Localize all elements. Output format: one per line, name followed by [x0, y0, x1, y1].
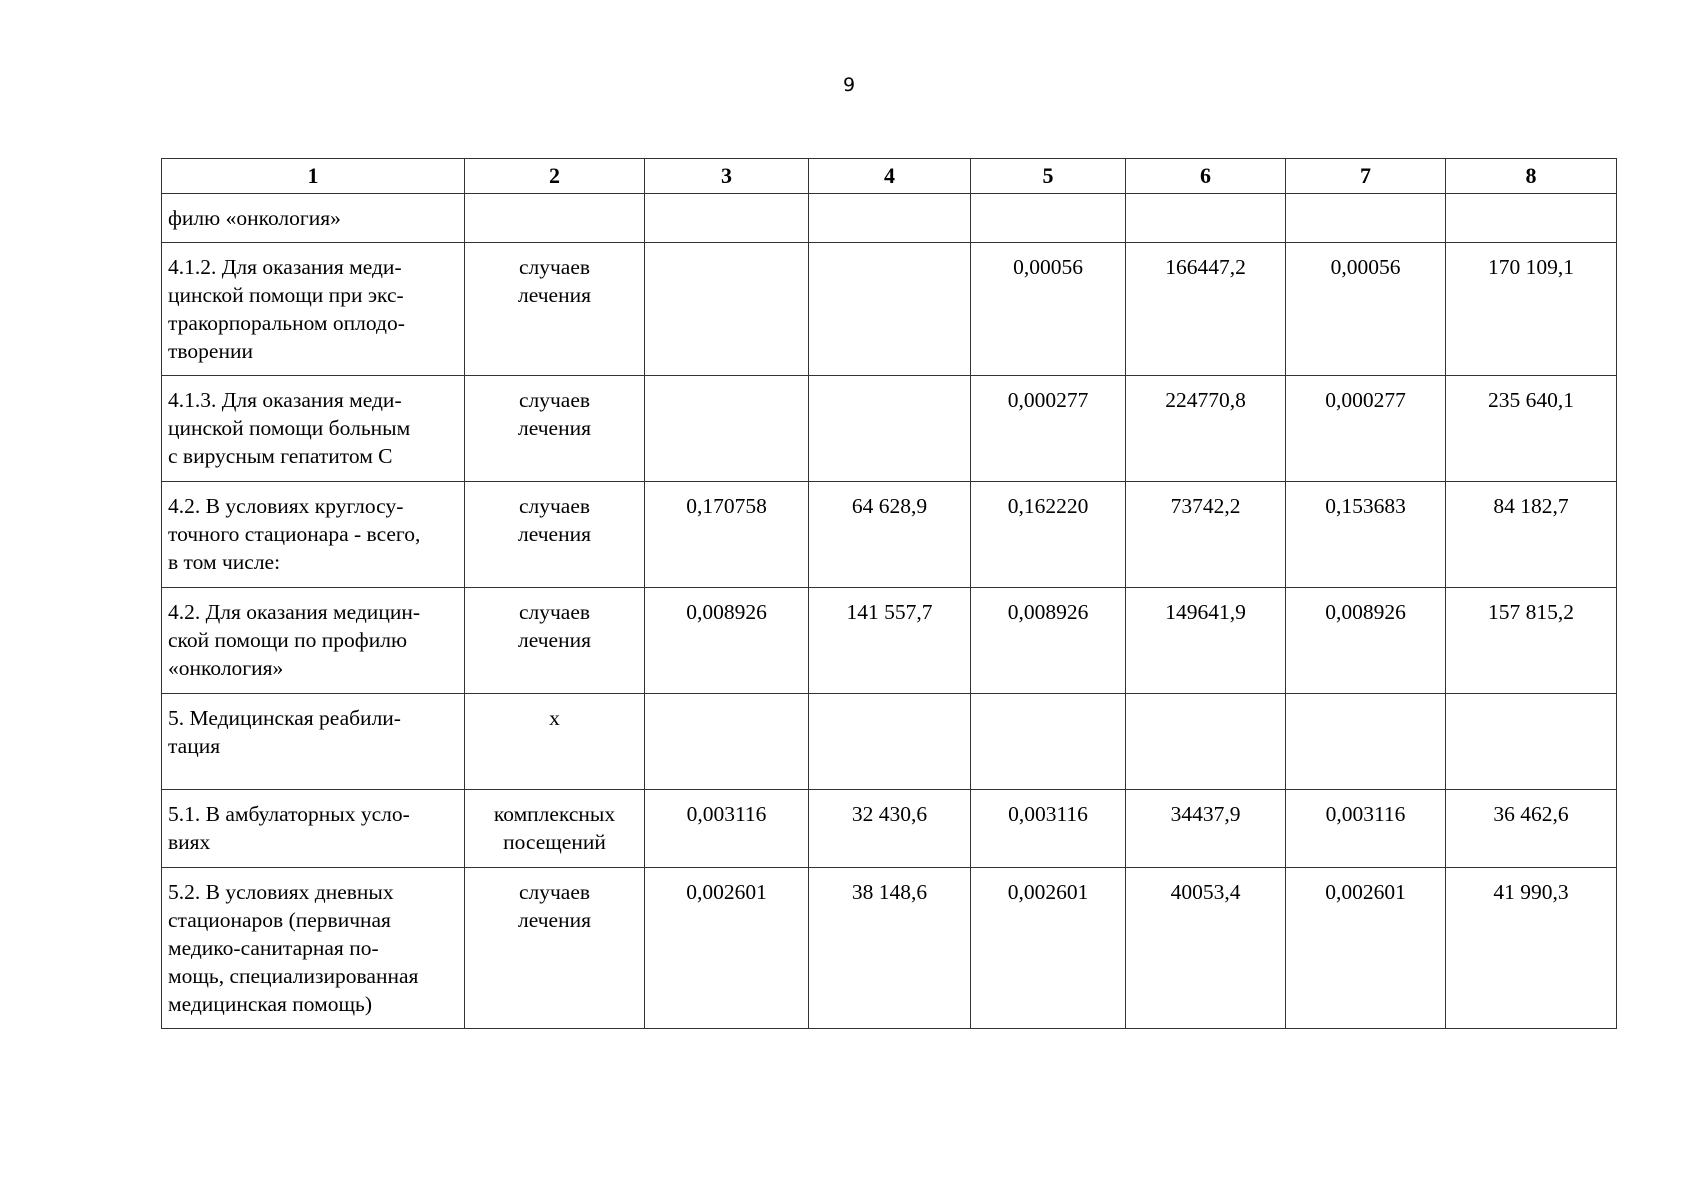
value-text: 0,003116 — [1008, 802, 1088, 826]
value-cell-c6 — [1126, 194, 1286, 243]
value-text — [1446, 194, 1616, 210]
value-cell-c5 — [971, 588, 1126, 694]
value-cell-c5 — [971, 194, 1126, 243]
value-text — [809, 194, 970, 210]
indicator-name-line: тракорпоральном оплодо- — [168, 311, 405, 335]
value-text: 41 990,3 — [1493, 880, 1569, 904]
value-text — [1286, 194, 1445, 210]
indicator-name-line: 5.2. В условиях дневных — [168, 880, 394, 904]
value-cell-c6 — [1126, 376, 1286, 482]
value-text — [1126, 194, 1285, 210]
indicator-name-cell — [162, 376, 465, 482]
value-cell-c4 — [809, 376, 971, 482]
value-cell-c7 — [1286, 482, 1446, 588]
value-text: 0,002601 — [1325, 880, 1406, 904]
value-text: 224770,8 — [1165, 388, 1246, 412]
value-text: 166447,2 — [1165, 255, 1246, 279]
unit-cell — [465, 482, 645, 588]
value-text — [645, 194, 808, 210]
value-cell-c6 — [1126, 694, 1286, 790]
page-number: 9 — [842, 74, 856, 96]
value-text — [809, 694, 970, 710]
value-cell-c8 — [1446, 694, 1617, 790]
value-text: 32 430,6 — [851, 802, 928, 826]
value-text: 0,170758 — [686, 494, 767, 518]
value-cell-c8 — [1446, 243, 1617, 376]
indicator-name-cell — [162, 790, 465, 868]
unit-line: лечения — [518, 628, 591, 652]
value-cell-c6 — [1126, 868, 1286, 1029]
value-cell-c4 — [809, 694, 971, 790]
value-cell-c7 — [1286, 194, 1446, 243]
indicator-name-line: 5. Медицинская реабили- — [168, 706, 401, 730]
unit-line: лечения — [518, 908, 591, 932]
value-text — [809, 243, 970, 259]
value-cell-c7 — [1286, 790, 1446, 868]
value-text: 0,153683 — [1325, 494, 1406, 518]
value-cell-c3 — [645, 194, 809, 243]
value-cell-c6 — [1126, 588, 1286, 694]
value-text — [809, 376, 970, 392]
value-cell-c4 — [809, 243, 971, 376]
value-text: 0,00056 — [1013, 255, 1083, 279]
indicator-name-line: с вирусным гепатитом С — [168, 444, 393, 468]
value-text: 0,000277 — [1325, 388, 1406, 412]
value-cell-c4 — [809, 790, 971, 868]
value-cell-c8 — [1446, 790, 1617, 868]
indicator-name-line: точного стационара - всего, — [168, 522, 421, 546]
table-row — [162, 588, 1617, 694]
unit-line: посещений — [503, 830, 606, 854]
value-cell-c5 — [971, 694, 1126, 790]
unit-line: лечения — [518, 416, 591, 440]
unit-cell — [465, 790, 645, 868]
value-text: 0,008926 — [1325, 600, 1406, 624]
indicator-name-line: медико-санитарная по- — [168, 936, 379, 960]
value-text — [645, 694, 808, 710]
value-cell-c7 — [1286, 376, 1446, 482]
value-cell-c8 — [1446, 868, 1617, 1029]
value-cell-c5 — [971, 790, 1126, 868]
value-text: 38 148,6 — [851, 880, 928, 904]
value-text: 0,000277 — [1007, 388, 1089, 412]
unit-line: х — [549, 706, 560, 730]
value-text: 0,002601 — [686, 880, 767, 904]
value-text: 0,00056 — [1330, 255, 1401, 279]
indicator-name-line: ской помощи по профилю — [168, 628, 408, 652]
value-cell-c8 — [1446, 482, 1617, 588]
value-cell-c6 — [1126, 790, 1286, 868]
table-row — [162, 790, 1617, 868]
value-text: 157 815,2 — [1488, 600, 1574, 624]
value-text: 64 628,9 — [851, 494, 928, 518]
column-header: 1 — [162, 159, 465, 194]
value-cell-c3 — [645, 243, 809, 376]
indicator-name-line: 4.2. В условиях круглосу- — [168, 494, 404, 518]
indicator-name-cell — [162, 588, 465, 694]
value-cell-c4 — [809, 482, 971, 588]
indicator-name-line: тация — [168, 734, 221, 758]
value-text — [1446, 694, 1616, 710]
value-text: 34437,9 — [1170, 802, 1241, 826]
value-text: 0,003116 — [686, 802, 767, 826]
column-header: 3 — [645, 159, 809, 194]
value-text: 141 557,7 — [846, 600, 933, 624]
value-text: 36 462,6 — [1493, 802, 1569, 826]
unit-cell — [465, 243, 645, 376]
data-table — [161, 158, 1617, 1029]
value-cell-c6 — [1126, 482, 1286, 588]
indicator-name-line: стационаров (первичная — [168, 908, 391, 932]
table-row — [162, 194, 1617, 243]
indicator-name-cell — [162, 482, 465, 588]
value-cell-c3 — [645, 588, 809, 694]
unit-cell — [465, 868, 645, 1029]
column-header: 6 — [1126, 159, 1286, 194]
value-cell-c4 — [809, 868, 971, 1029]
value-cell-c3 — [645, 868, 809, 1029]
value-cell-c3 — [645, 694, 809, 790]
indicator-name-cell — [162, 868, 465, 1029]
value-text — [1126, 694, 1285, 710]
indicator-name-cell — [162, 194, 465, 243]
header-row — [162, 159, 1617, 194]
value-cell-c6 — [1126, 243, 1286, 376]
value-cell-c5 — [971, 243, 1126, 376]
unit-line: случаев — [518, 388, 591, 412]
indicator-name-line: творении — [168, 339, 253, 363]
value-cell-c5 — [971, 868, 1126, 1029]
value-text: 0,003116 — [1325, 802, 1406, 826]
value-cell-c8 — [1446, 588, 1617, 694]
table-row — [162, 868, 1617, 1029]
value-cell-c7 — [1286, 694, 1446, 790]
value-cell-c8 — [1446, 376, 1617, 482]
value-cell-c5 — [971, 376, 1126, 482]
value-text: 170 109,1 — [1488, 255, 1574, 279]
indicator-name-cell — [162, 694, 465, 790]
unit-line: случаев — [518, 255, 591, 279]
value-text — [971, 694, 1125, 710]
value-text: 84 182,7 — [1493, 494, 1569, 518]
value-cell-c3 — [645, 790, 809, 868]
value-text: 0,008926 — [686, 600, 767, 624]
indicator-name-line: 5.1. В амбулаторных усло- — [168, 802, 410, 826]
unit-line: лечения — [518, 522, 591, 546]
indicator-name-line: филю «онкология» — [168, 206, 341, 230]
unit-line: случаев — [518, 600, 591, 624]
value-text: 0,002601 — [1007, 880, 1089, 904]
column-header: 2 — [465, 159, 645, 194]
indicator-name-line: медицинская помощь) — [168, 992, 373, 1016]
column-header: 4 — [809, 159, 971, 194]
unit-line: комплексных — [493, 802, 616, 826]
value-text: 235 640,1 — [1488, 388, 1574, 412]
indicator-name-line: «онкология» — [168, 656, 284, 680]
value-text: 73742,2 — [1170, 494, 1241, 518]
indicator-name-line: цинской помощи больным — [168, 416, 411, 440]
table-row — [162, 482, 1617, 588]
value-cell-c3 — [645, 482, 809, 588]
value-text — [645, 243, 808, 259]
column-header: 5 — [971, 159, 1126, 194]
table-row — [162, 694, 1617, 790]
indicator-name-line: 4.1.3. Для оказания меди- — [168, 388, 402, 412]
unit-line: случаев — [518, 494, 591, 518]
indicator-name-line: цинской помощи при экс- — [168, 283, 404, 307]
value-text — [971, 194, 1125, 210]
indicator-name-line: 4.2. Для оказания медицин- — [168, 600, 420, 624]
value-cell-c3 — [645, 376, 809, 482]
value-cell-c4 — [809, 588, 971, 694]
table-row — [162, 243, 1617, 376]
column-header: 7 — [1286, 159, 1446, 194]
column-header: 8 — [1446, 159, 1617, 194]
indicator-name-line: в том числе: — [168, 550, 281, 574]
value-text: 0,162220 — [1007, 494, 1089, 518]
value-text — [1286, 694, 1445, 710]
value-cell-c8 — [1446, 194, 1617, 243]
value-cell-c4 — [809, 194, 971, 243]
indicator-name-line: 4.1.2. Для оказания меди- — [168, 255, 402, 279]
table-row — [162, 376, 1617, 482]
unit-line: случаев — [518, 880, 591, 904]
unit-cell — [465, 194, 645, 243]
value-text: 149641,9 — [1165, 600, 1246, 624]
unit-cell — [465, 588, 645, 694]
unit-cell — [465, 694, 645, 790]
value-text — [645, 376, 808, 392]
value-text: 40053,4 — [1170, 880, 1241, 904]
value-cell-c7 — [1286, 588, 1446, 694]
value-cell-c5 — [971, 482, 1126, 588]
indicator-name-line: мощь, специализированная — [168, 964, 419, 988]
indicator-name-line: виях — [168, 830, 211, 854]
unit-line: лечения — [518, 283, 591, 307]
value-text: 0,008926 — [1007, 600, 1089, 624]
value-cell-c7 — [1286, 868, 1446, 1029]
unit-cell — [465, 376, 645, 482]
value-cell-c7 — [1286, 243, 1446, 376]
indicator-name-cell — [162, 243, 465, 376]
